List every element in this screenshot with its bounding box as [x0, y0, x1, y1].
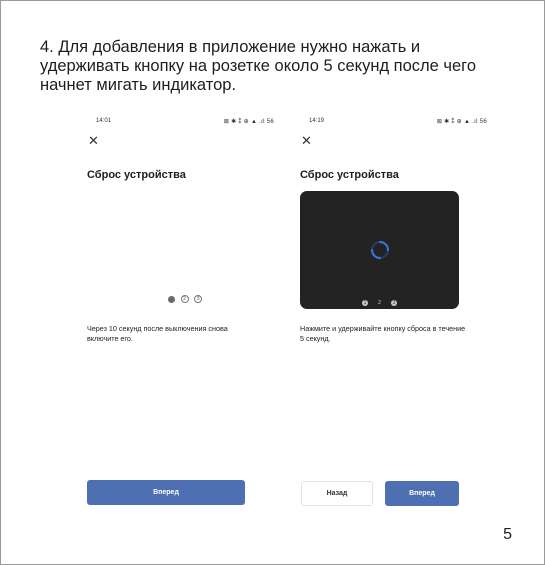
close-icon[interactable]: ✕ — [301, 133, 312, 148]
phone-screen-right — [293, 112, 503, 512]
screen-title: Сброс устройства — [300, 169, 399, 181]
step-dot-3: 3 — [194, 295, 202, 303]
status-icons: ⊠ ✱ ⁑ ⊕ ▲ .ıl 56 — [223, 119, 274, 125]
status-time: 14:19 — [309, 118, 325, 124]
step-description: Через 10 секунд после выключения снова включите его. — [87, 324, 228, 343]
status-icons: ⊠ ✱ ⁑ ⊕ ▲ .ıl 56 — [436, 119, 487, 125]
loading-spinner-icon — [370, 240, 390, 260]
next-button[interactable]: Вперед — [87, 480, 245, 505]
instruction-heading: 4. Для добавления в приложение нужно нажать и удерживать кнопку на розетке около 5 секунд после чего начнет мигать индикатор. — [40, 38, 477, 94]
screen-title: Сброс устройства — [87, 169, 186, 181]
step-dot-1: 1 — [363, 299, 367, 306]
step-dot-3: 3 — [392, 299, 396, 306]
step-dot-2: 2 — [181, 295, 189, 303]
step-indicator — [150, 295, 220, 305]
status-bar — [96, 118, 274, 128]
next-button[interactable]: Вперед — [385, 481, 459, 506]
page-number: 5 — [503, 526, 512, 543]
status-time: 14:01 — [96, 118, 112, 124]
step-indicator — [300, 294, 459, 312]
step-dot-1: 1 — [168, 296, 175, 303]
close-icon[interactable]: ✕ — [88, 133, 99, 148]
back-button[interactable]: Назад — [301, 481, 373, 506]
phone-screen-left — [80, 112, 290, 512]
step-description: Нажмите и удерживайте кнопку сброса в течение 5 секунд. — [300, 324, 466, 343]
instruction-video[interactable] — [300, 191, 459, 309]
status-bar — [309, 118, 487, 128]
step-dot-2: 2 — [378, 299, 381, 306]
